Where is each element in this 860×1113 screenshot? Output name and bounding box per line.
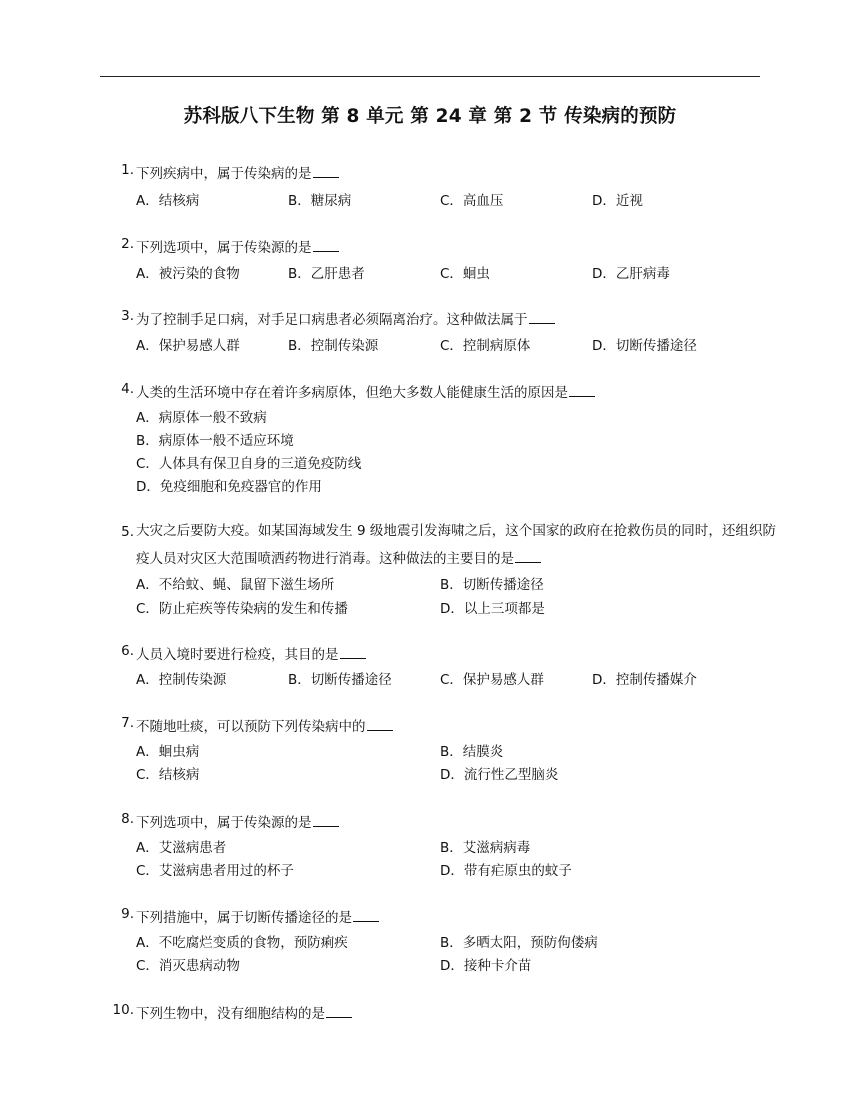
question-number: 6. — [121, 643, 134, 659]
option-a[interactable]: A．被污染的食物 — [136, 266, 240, 282]
option-d[interactable]: D．带有疟原虫的蚊子 — [440, 863, 572, 879]
answer-blank[interactable] — [313, 165, 339, 178]
answer-blank[interactable] — [313, 239, 339, 252]
option-a[interactable]: A．结核病 — [136, 193, 200, 209]
option-b[interactable]: B．多晒太阳，预防佝偻病 — [440, 935, 598, 951]
option-d[interactable]: D．乙肝病毒 — [592, 266, 670, 282]
option-b[interactable]: B．控制传染源 — [288, 338, 379, 354]
question-stem: 下列措施中，属于切断传播途径的是 — [136, 906, 379, 926]
option-a[interactable]: A．蛔虫病 — [136, 744, 200, 760]
question-stem: 为了控制手足口病，对手足口病患者必须隔离治疗。这种做法属于 — [136, 308, 555, 328]
question-number: 3. — [121, 308, 134, 324]
option-d[interactable]: D．免疫细胞和免疫器官的作用 — [136, 479, 322, 495]
answer-blank[interactable] — [515, 550, 541, 563]
option-b[interactable]: B．糖尿病 — [288, 193, 352, 209]
option-d[interactable]: D．切断传播途径 — [592, 338, 697, 354]
question-stem: 不随地吐痰，可以预防下列传染病中的 — [136, 715, 393, 735]
option-b[interactable]: B．病原体一般不适应环境 — [136, 433, 294, 449]
answer-blank[interactable] — [313, 814, 339, 827]
answer-blank[interactable] — [569, 384, 595, 397]
question-number: 4. — [121, 381, 134, 397]
option-d[interactable]: D．接种卡介苗 — [440, 958, 532, 974]
question-stem: 人类的生活环境中存在着许多病原体，但绝大多数人能健康生活的原因是 — [136, 381, 595, 401]
answer-blank[interactable] — [353, 909, 379, 922]
option-d[interactable]: D．流行性乙型脑炎 — [440, 767, 559, 783]
answer-blank[interactable] — [340, 646, 366, 659]
option-b[interactable]: B．乙肝患者 — [288, 266, 365, 282]
option-b[interactable]: B．切断传播途径 — [288, 672, 392, 688]
option-d[interactable]: D．近视 — [592, 193, 643, 209]
question-number: 1. — [121, 162, 134, 178]
option-c[interactable]: C．结核病 — [136, 767, 200, 783]
question-number: 9. — [121, 906, 134, 922]
question-number: 10. — [112, 1002, 134, 1018]
question-number: 8. — [121, 811, 134, 827]
option-a[interactable]: A．不给蚊、蝇、鼠留下滋生场所 — [136, 577, 335, 593]
option-c[interactable]: C．蛔虫 — [440, 266, 490, 282]
option-d[interactable]: D．以上三项都是 — [440, 601, 545, 617]
option-c[interactable]: C．人体具有保卫自身的三道免疫防线 — [136, 456, 362, 472]
option-a[interactable]: A．不吃腐烂变质的食物，预防痢疾 — [136, 935, 348, 951]
option-c[interactable]: C．消灭患病动物 — [136, 958, 240, 974]
question-number: 7. — [121, 715, 134, 731]
option-a[interactable]: A．保护易感人群 — [136, 338, 240, 354]
option-a[interactable]: A．控制传染源 — [136, 672, 227, 688]
question-stem: 下列生物中，没有细胞结构的是 — [136, 1002, 352, 1022]
option-c[interactable]: C．防止疟疾等传染病的发生和传播 — [136, 601, 348, 617]
question-stem: 大灾之后要防大疫。如某国海域发生 9 级地震引发海啸之后，这个国家的政府在抢救伤员的同时，还组织防疫人员对灾区大范围喷洒药物进行消毒。这种做法的主要目的是 — [136, 523, 776, 567]
option-a[interactable]: A．艾滋病患者 — [136, 840, 227, 856]
question-number: 5. — [121, 524, 134, 540]
question-stem: 人员入境时要进行检疫，其目的是 — [136, 643, 366, 663]
answer-blank[interactable] — [529, 311, 555, 324]
option-d[interactable]: D．控制传播媒介 — [592, 672, 697, 688]
question-stem: 下列选项中，属于传染源的是 — [136, 236, 339, 256]
header-rule — [100, 76, 760, 77]
question-number: 2. — [121, 236, 134, 252]
question-stem: 下列选项中，属于传染源的是 — [136, 811, 339, 831]
option-b[interactable]: B．艾滋病病毒 — [440, 840, 531, 856]
option-a[interactable]: A．病原体一般不致病 — [136, 410, 267, 426]
option-b[interactable]: B．结膜炎 — [440, 744, 504, 760]
option-c[interactable]: C．保护易感人群 — [440, 672, 544, 688]
option-c[interactable]: C．高血压 — [440, 193, 504, 209]
option-b[interactable]: B．切断传播途径 — [440, 577, 544, 593]
answer-blank[interactable] — [326, 1005, 352, 1018]
question-stem: 下列疾病中，属于传染病的是 — [136, 162, 339, 182]
page-title: 苏科版八下生物 第 8 单元 第 24 章 第 2 节 传染病的预防 — [183, 106, 677, 127]
option-c[interactable]: C．艾滋病患者用过的杯子 — [136, 863, 294, 879]
option-c[interactable]: C．控制病原体 — [440, 338, 531, 354]
answer-blank[interactable] — [367, 718, 393, 731]
